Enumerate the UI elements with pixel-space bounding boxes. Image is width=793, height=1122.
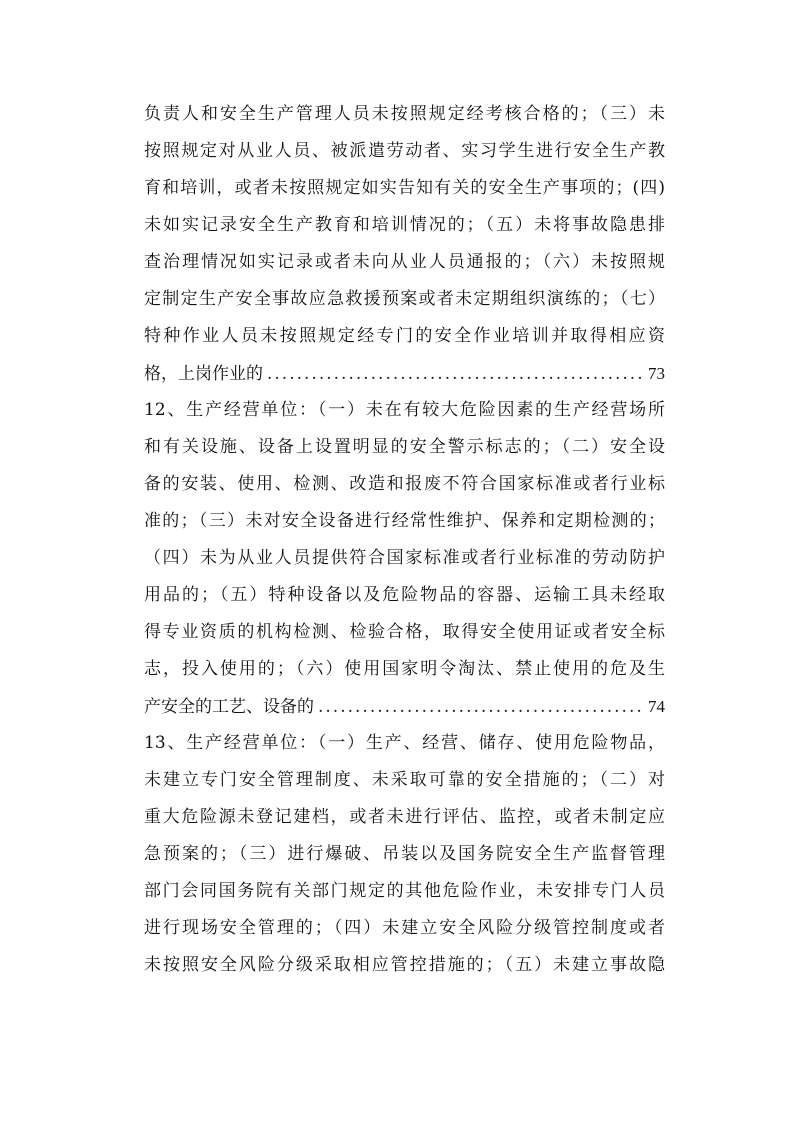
text-line: 进行现场安全管理的；（四）未建立安全风险分级管控制度或者 <box>144 918 665 938</box>
text-line: 负责人和安全生产管理人员未按照规定经考核合格的；（三）未 <box>144 104 665 124</box>
text-line: 重大危险源未登记建档，或者未进行评估、监控，或者未制定应 <box>144 807 665 827</box>
text-line: 育和培训，或者未按照规定如实告知有关的安全生产事项的；(四) <box>144 178 665 198</box>
text-line: 定制定生产安全事故应急救援预案或者未定期组织演练的；（七） <box>144 289 665 309</box>
toc-entry-line <box>144 355 665 392</box>
text-line: 查治理情况如实记录或者未向从业人员通报的；（六）未按照规 <box>144 252 665 272</box>
text-line: 未建立专门安全管理制度、未采取可靠的安全措施的；（二）对 <box>144 770 665 790</box>
text-line: 准的；（三）未对安全设备进行经常性维护、保养和定期检测的； <box>144 511 665 531</box>
toc-entry-line <box>144 688 665 725</box>
text-line: 12、生产经营单位：（一）未在有较大危险因素的生产经营场所 <box>144 400 665 420</box>
toc-page-number: 73 <box>648 364 665 383</box>
text-line: 得专业资质的机构检测、检验合格，取得安全使用证或者安全标 <box>144 622 665 642</box>
toc-leader-dots <box>318 689 644 726</box>
toc-page-number: 74 <box>648 697 665 716</box>
text-line: 部门会同国务院有关部门规定的其他危险作业，未安排专门人员 <box>144 881 665 901</box>
text-line: （四）未为从业人员提供符合国家标准或者行业标准的劳动防护 <box>144 548 665 568</box>
toc-entry-text: 产安全的工艺、设备的 <box>144 697 314 717</box>
text-line: 未按照安全风险分级采取相应管控措施的；（五）未建立事故隐 <box>144 955 665 975</box>
toc-entry-text: 格，上岗作业的 <box>144 364 263 384</box>
document-body <box>144 96 665 984</box>
text-line: 志，投入使用的；（六）使用国家明令淘汰、禁止使用的危及生 <box>144 659 665 679</box>
text-line: 13、生产经营单位：（一）生产、经营、储存、使用危险物品， <box>144 733 665 753</box>
text-line: 特种作业人员未按照规定经专门的安全作业培训并取得相应资 <box>144 326 665 346</box>
text-line: 用品的；（五）特种设备以及危险物品的容器、运输工具未经取 <box>144 585 665 605</box>
text-line: 按照规定对从业人员、被派遣劳动者、实习学生进行安全生产教 <box>144 141 665 161</box>
text-line: 未如实记录安全生产教育和培训情况的；（五）未将事故隐患排 <box>144 215 665 235</box>
text-line: 备的安装、使用、检测、改造和报废不符合国家标准或者行业标 <box>144 474 665 494</box>
text-line: 急预案的；（三）进行爆破、吊装以及国务院安全生产监督管理 <box>144 844 665 864</box>
text-line: 和有关设施、设备上设置明显的安全警示标志的；（二）安全设 <box>144 437 665 457</box>
toc-leader-dots <box>267 356 644 393</box>
